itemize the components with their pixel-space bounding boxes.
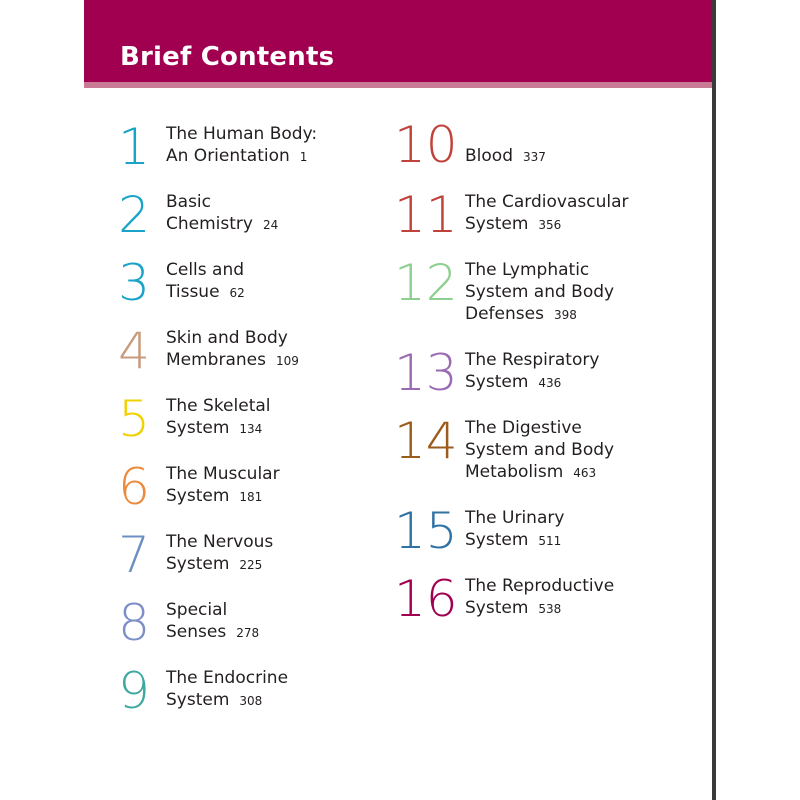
chapter-title-text: System [166, 690, 230, 710]
chapter-title-line [465, 191, 629, 213]
chapter-title-text: The Urinary [465, 508, 565, 528]
chapter-page-number: 308 [239, 694, 263, 708]
chapter-page-number: 511 [538, 534, 562, 548]
chapter-title-line [465, 145, 546, 168]
chapter-page-number: 109 [275, 354, 299, 368]
chapter-number: 1 [118, 118, 150, 176]
chapter-title-line [465, 597, 614, 620]
chapter-title[interactable] [166, 327, 299, 372]
chapter-title-text: System and Body [465, 440, 615, 460]
chapter-number: 9 [118, 662, 150, 720]
chapter-title[interactable] [166, 395, 271, 440]
chapter-number: 2 [118, 186, 150, 244]
chapter-number: 10 [394, 116, 458, 174]
chapter-title-line [465, 303, 614, 326]
chapter-title-text: System [465, 214, 529, 234]
chapter-title-text: Blood [465, 146, 513, 166]
chapter-page-number: 436 [538, 376, 562, 390]
chapter-title-line [465, 259, 614, 281]
chapter-title-line [465, 349, 599, 371]
chapter-page-number: 134 [239, 422, 263, 436]
chapter-title-line [465, 213, 629, 236]
chapter-title-line [166, 259, 245, 281]
chapter-page-number: 538 [538, 602, 562, 616]
chapter-title-text: System and Body [465, 282, 615, 302]
chapter-number: 4 [118, 322, 150, 380]
chapter-page-number: 398 [553, 308, 577, 322]
chapter-title[interactable] [166, 667, 288, 712]
header-stripe [84, 82, 712, 88]
chapter-title-line [166, 463, 280, 485]
chapter-title-line [166, 349, 299, 372]
chapter-title-text: Senses [166, 622, 227, 642]
chapter-number: 5 [118, 390, 150, 448]
chapter-page-number: 278 [236, 626, 260, 640]
chapter-title-line [166, 145, 317, 168]
chapter-title-line [166, 531, 273, 553]
chapter-title-line [166, 281, 245, 304]
chapter-title-line [166, 599, 259, 621]
chapter-title-line [465, 529, 564, 552]
chapter-title[interactable] [465, 417, 614, 484]
page-edge [712, 0, 716, 800]
chapter-title-text: The Reproductive [465, 576, 615, 596]
chapter-title-line [166, 485, 280, 508]
chapter-number: 13 [394, 344, 458, 402]
chapter-title-text: Basic [166, 192, 212, 212]
chapter-page-number: 356 [538, 218, 562, 232]
chapter-title[interactable] [166, 531, 273, 576]
chapter-title-text: Metabolism [465, 462, 564, 482]
chapter-title-text: System [166, 554, 230, 574]
chapter-page-number: 225 [239, 558, 263, 572]
chapter-title-text: System [465, 598, 529, 618]
chapter-title-text: Membranes [166, 350, 266, 370]
chapter-title-text: Tissue [166, 282, 220, 302]
chapter-title-line [166, 327, 299, 349]
chapter-title-text: The Digestive [465, 418, 582, 438]
chapter-title-text: Chemistry [166, 214, 253, 234]
chapter-title-text: System [166, 486, 230, 506]
chapter-title[interactable] [166, 259, 245, 304]
chapter-number: 3 [118, 254, 150, 312]
chapter-title-line [166, 191, 278, 213]
chapter-title-line [465, 417, 614, 439]
chapter-number: 12 [394, 254, 458, 312]
chapter-title-text: The Cardiovascular [465, 192, 629, 212]
chapter-title-text: An Orientation [166, 146, 290, 166]
chapter-title-text: System [465, 372, 529, 392]
chapter-number: 6 [118, 458, 150, 516]
chapter-page-number: 62 [229, 286, 245, 300]
chapter-title[interactable] [465, 349, 599, 394]
page-title: Brief Contents [120, 42, 335, 72]
chapter-page-number: 181 [239, 490, 263, 504]
chapter-page-number: 1 [299, 150, 308, 164]
chapter-title[interactable] [465, 575, 614, 620]
chapter-title[interactable] [166, 463, 280, 508]
chapter-title-text: The Endocrine [166, 668, 289, 688]
chapter-page-number: 463 [573, 466, 597, 480]
chapter-title-line [465, 371, 599, 394]
chapter-number: 11 [394, 186, 458, 244]
chapter-title-line [166, 395, 271, 417]
chapter-title-line [465, 461, 614, 484]
chapter-title-text: Skin and Body [166, 328, 288, 348]
chapter-title-text: The Lymphatic [465, 260, 590, 280]
chapter-title-line [465, 281, 614, 303]
chapter-page-number: 337 [522, 150, 546, 164]
chapter-number: 14 [394, 412, 458, 470]
chapter-title-text: Special [166, 600, 228, 620]
chapter-title[interactable] [465, 507, 564, 552]
chapter-title-line [166, 213, 278, 236]
chapter-title-text: The Respiratory [465, 350, 600, 370]
chapter-title-text: System [166, 418, 230, 438]
chapter-title-line [166, 123, 317, 145]
chapter-title-line [465, 507, 564, 529]
chapter-title[interactable] [465, 259, 614, 326]
chapter-title-text: Defenses [465, 304, 544, 324]
chapter-title-line [166, 553, 273, 576]
chapter-title-text: System [465, 530, 529, 550]
chapter-title-line [166, 621, 259, 644]
chapter-number: 15 [394, 502, 458, 560]
chapter-title-line [166, 689, 288, 712]
chapter-title-line [166, 417, 271, 440]
chapter-number: 8 [118, 594, 150, 652]
chapter-title[interactable] [465, 191, 629, 236]
chapter-title-text: The Muscular [166, 464, 280, 484]
chapter-title-line [465, 439, 614, 461]
chapter-number: 7 [118, 526, 150, 584]
chapter-title-text: The Human Body: [166, 124, 318, 144]
chapter-title[interactable] [166, 123, 317, 168]
chapter-title-line [465, 575, 614, 597]
chapter-title-text: The Nervous [166, 532, 274, 552]
chapter-number: 16 [394, 570, 458, 628]
chapter-title-text: Cells and [166, 260, 245, 280]
chapter-title[interactable] [166, 191, 278, 236]
chapter-title-line [166, 667, 288, 689]
chapter-title[interactable] [166, 599, 259, 644]
chapter-page-number: 24 [262, 218, 279, 232]
chapter-title[interactable] [465, 145, 546, 168]
chapter-title-text: The Skeletal [166, 396, 271, 416]
